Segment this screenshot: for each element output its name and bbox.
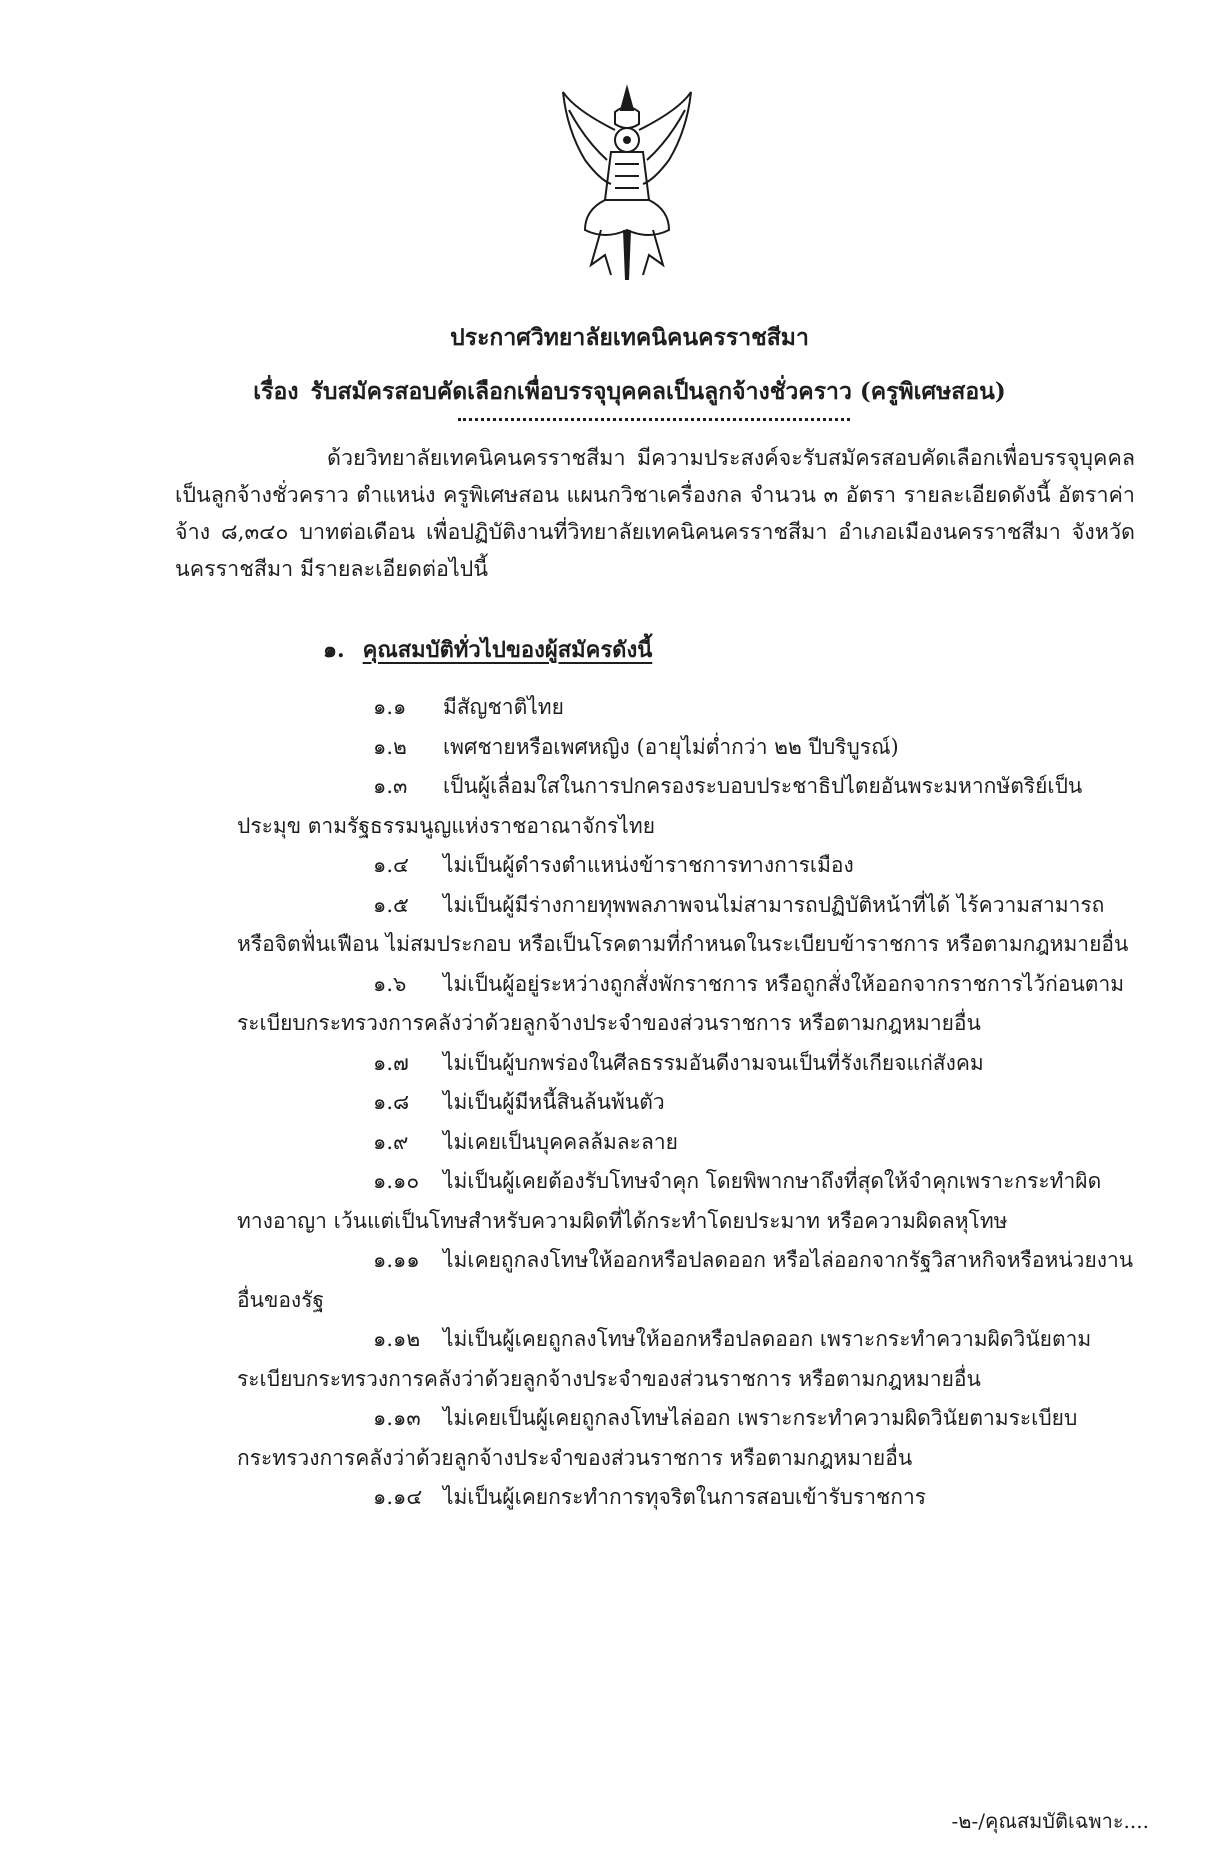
garuda-emblem-icon xyxy=(545,80,710,290)
list-item xyxy=(237,1241,1137,1320)
list-item xyxy=(237,688,1137,728)
item-text: ไม่เป็นผู้เคยต้องรับโทษจำคุก โดยพิพากษาถึงที่สุดให้จำคุกเพราะกระทำผิดทางอาญา เว้นแต่เป็นโทษสำหรับความผิดที่ได้กระทำโดยประมาท หรือความผิดลหุโทษ xyxy=(237,1169,1102,1233)
dotted-divider xyxy=(458,418,850,421)
section-1-number: ๑. xyxy=(323,637,345,663)
announcement-subject xyxy=(0,374,1219,410)
page-continuation: -๒-/คุณสมบัติเฉพาะ.... xyxy=(951,1809,1149,1833)
list-item xyxy=(237,886,1137,965)
item-number: ๑.๓ xyxy=(373,774,408,798)
item-text: เป็นผู้เลื่อมใสในการปกครองระบอบประชาธิปไตยอันพระมหากษัตริย์เป็นประมุข ตามรัฐธรรมนูญแห่งราชอาณาจักรไทย xyxy=(237,774,1083,838)
item-text: ไม่เป็นผู้เคยกระทำการทุจริตในการสอบเข้ารับราชการ xyxy=(443,1485,927,1509)
item-number: ๑.๘ xyxy=(373,1090,410,1114)
item-number: ๑.๙ xyxy=(373,1129,409,1154)
item-text: ไม่เคยถูกลงโทษให้ออกหรือปลดออก หรือไล่ออกจากรัฐวิสาหกิจหรือหน่วยงานอื่นของรัฐ xyxy=(237,1248,1134,1312)
item-text: ไม่เป็นผู้มีร่างกายทุพพลภาพจนไม่สามารถปฏิบัติหน้าที่ได้ ไร้ความสามารถหรือจิตฟั่นเฟือน ไม่สมประกอบ หรือเป็นโรคตามที่กำหนดในระเบียบข้าราชการ หรือตามกฎหมายอื่น xyxy=(237,892,1129,956)
item-text: เพศชายหรือเพศหญิง (อายุไม่ต่ำกว่า ๒๒ ปีบริบูรณ์) xyxy=(443,734,899,759)
list-item xyxy=(237,1478,1137,1518)
list-item xyxy=(237,728,1137,768)
item-number: ๑.๑๑ xyxy=(373,1248,420,1272)
item-text: ไม่เป็นผู้บกพร่องในศีลธรรมอันดีงามจนเป็นที่รังเกียจแก่สังคม xyxy=(443,1050,984,1075)
announcement-title: ประกาศวิทยาลัยเทคนิคนครราชสีมา xyxy=(450,324,809,351)
qualification-list xyxy=(237,688,1137,1518)
list-item xyxy=(237,767,1137,846)
item-number: ๑.๑๓ xyxy=(373,1406,421,1430)
item-number: ๑.๗ xyxy=(373,1050,409,1075)
subject-text: รับสมัครสอบคัดเลือกเพื่อบรรจุบุคคลเป็นลูกจ้างชั่วคราว (ครูพิเศษสอน) xyxy=(310,378,1006,405)
item-text: ไม่เป็นผู้อยู่ระหว่างถูกสั่งพักราชการ หรือถูกสั่งให้ออกจากราชการไว้ก่อนตามระเบียบกระทรวงการคลังว่าด้วยลูกจ้างประจำของส่วนราชการ หรือตามกฎหมายอื่น xyxy=(237,971,1125,1035)
item-text: ไม่เคยเป็นผู้เคยถูกลงโทษไล่ออก เพราะกระทำความผิดวินัยตามระเบียบกระทรวงการคลังว่าด้วยลูกจ้างประจำของส่วนราชการ หรือตามกฎหมายอื่น xyxy=(237,1406,1078,1470)
list-item xyxy=(237,1399,1137,1478)
item-number: ๑.๑๒ xyxy=(373,1327,421,1351)
item-text: มีสัญชาติไทย xyxy=(443,695,564,719)
item-number: ๑.๑๐ xyxy=(373,1169,420,1193)
list-item xyxy=(237,1320,1137,1399)
list-item xyxy=(237,965,1137,1044)
item-number: ๑.๕ xyxy=(373,892,409,917)
item-number: ๑.๖ xyxy=(373,971,407,996)
list-item xyxy=(237,1123,1137,1163)
intro-text: ด้วยวิทยาลัยเทคนิคนครราชสีมา มีความประสงค์จะรับสมัครสอบคัดเลือกเพื่อบรรจุบุคคลเป็นลูกจ้างชั่วคราว ตำแหน่ง ครูพิเศษสอน แผนกวิชาเครื่องกล จำนวน ๓ อัตรา รายละเอียดดังนี้ อัตราค่าจ้าง ๘,๓๔๐ บาทต่อเดือน เพื่อปฏิบัติงานที่วิทยาลัยเทคนิคนครราชสีมา อำเภอเมืองนครราชสีมา จังหวัดนครราชสีมา มีรายละเอียดต่อไปนี้ xyxy=(175,446,1135,582)
item-text: ไม่เป็นผู้เคยถูกลงโทษให้ออกหรือปลดออก เพราะกระทำความผิดวินัยตามระเบียบกระทรวงการคลังว่าด้วยลูกจ้างประจำของส่วนราชการ หรือตามกฎหมายอื่น xyxy=(237,1327,1092,1391)
item-text: ไม่เป็นผู้ดำรงตำแหน่งข้าราชการทางการเมือง xyxy=(443,853,854,877)
subject-label: เรื่อง xyxy=(253,378,299,405)
announcement-header xyxy=(0,320,1219,410)
item-text: ไม่เป็นผู้มีหนี้สินล้นพ้นตัว xyxy=(443,1090,665,1114)
intro-paragraph xyxy=(175,440,1135,588)
list-item xyxy=(237,846,1137,886)
section-1-title: คุณสมบัติทั่วไปของผู้สมัครดังนี้ xyxy=(362,637,653,663)
list-item xyxy=(237,1162,1137,1241)
section-1-heading xyxy=(323,632,652,667)
item-text: ไม่เคยเป็นบุคคลล้มละลาย xyxy=(443,1129,678,1154)
list-item xyxy=(237,1083,1137,1123)
item-number: ๑.๑ xyxy=(373,695,407,719)
item-number: ๑.๑๔ xyxy=(373,1485,423,1509)
item-number: ๑.๔ xyxy=(373,853,409,877)
item-number: ๑.๒ xyxy=(373,734,407,759)
list-item xyxy=(237,1044,1137,1084)
